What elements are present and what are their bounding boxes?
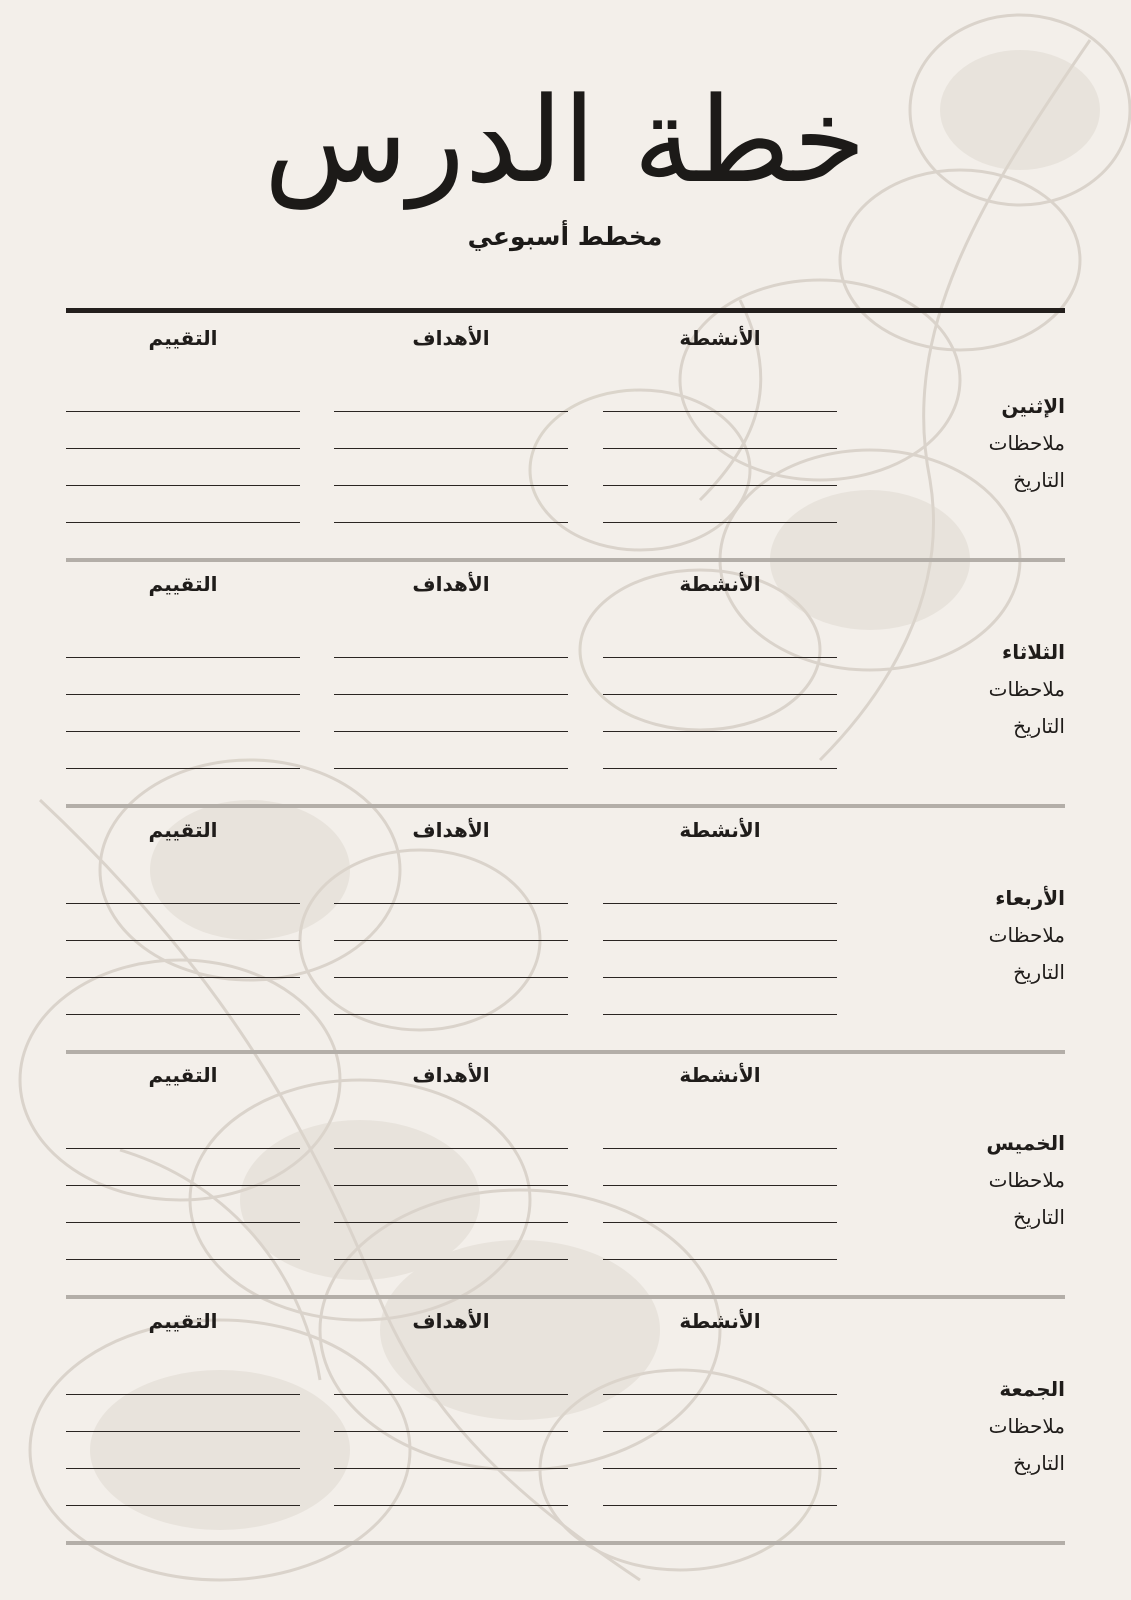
section-divider [66,1541,1065,1545]
page-subtitle: مخطط أسبوعي [467,222,663,251]
activities-header: الأنشطة [679,818,761,842]
write-line[interactable] [66,694,300,695]
evaluation-header: التقييم [148,1309,218,1333]
notes-label: ملاحظات [988,1168,1065,1192]
goals-header: الأهداف [412,1309,490,1333]
write-line[interactable] [66,1394,300,1395]
write-line[interactable] [603,694,837,695]
day-name: الثلاثاء [1002,640,1065,664]
date-label: التاريخ [1013,714,1065,738]
date-label: التاريخ [1013,1451,1065,1475]
write-line[interactable] [66,1468,300,1469]
write-line[interactable] [66,731,300,732]
write-line[interactable] [603,411,837,412]
write-line[interactable] [334,977,568,978]
notes-label: ملاحظات [988,1414,1065,1438]
write-line[interactable] [334,1431,568,1432]
write-line[interactable] [66,768,300,769]
write-line[interactable] [334,1222,568,1223]
evaluation-column [66,312,300,522]
activities-column [603,1049,837,1259]
goals-header: الأهداف [412,818,490,842]
day-section-friday [66,1295,1065,1541]
day-labels [906,880,1065,991]
write-line[interactable] [334,940,568,941]
write-line[interactable] [603,1259,837,1260]
goals-column [334,558,568,768]
write-line[interactable] [66,657,300,658]
goals-column [334,804,568,1014]
write-line[interactable] [334,448,568,449]
write-line[interactable] [603,1505,837,1506]
date-label: التاريخ [1013,468,1065,492]
goals-column [334,312,568,522]
activities-header: الأنشطة [679,326,761,350]
goals-header: الأهداف [412,1063,490,1087]
write-line[interactable] [334,694,568,695]
write-line[interactable] [603,768,837,769]
day-name: الخميس [986,1131,1065,1155]
write-line[interactable] [334,1259,568,1260]
write-line[interactable] [603,1014,837,1015]
write-line[interactable] [66,522,300,523]
goals-column [334,1295,568,1505]
write-line[interactable] [334,768,568,769]
write-line[interactable] [603,657,837,658]
write-line[interactable] [334,485,568,486]
activities-column [603,558,837,768]
evaluation-column [66,1295,300,1505]
day-name: الإثنين [1001,394,1065,418]
evaluation-column [66,558,300,768]
write-line[interactable] [334,411,568,412]
write-line[interactable] [66,485,300,486]
activities-column [603,312,837,522]
write-line[interactable] [603,448,837,449]
write-line[interactable] [66,903,300,904]
day-section-wednesday [66,804,1065,1050]
goals-header: الأهداف [412,326,490,350]
write-line[interactable] [66,940,300,941]
write-line[interactable] [66,1222,300,1223]
evaluation-column [66,804,300,1014]
write-line[interactable] [334,657,568,658]
write-line[interactable] [603,1431,837,1432]
day-labels [906,1125,1065,1236]
write-line[interactable] [334,1185,568,1186]
evaluation-column [66,1049,300,1259]
notes-label: ملاحظات [988,923,1065,947]
write-line[interactable] [603,940,837,941]
write-line[interactable] [334,903,568,904]
activities-header: الأنشطة [679,1063,761,1087]
day-labels [906,1371,1065,1482]
page-title: خطة الدرس [263,71,867,209]
activities-column [603,804,837,1014]
write-line[interactable] [66,448,300,449]
activities-header: الأنشطة [679,572,761,596]
evaluation-header: التقييم [148,818,218,842]
write-line[interactable] [603,1185,837,1186]
evaluation-header: التقييم [148,572,218,596]
write-line[interactable] [66,1505,300,1506]
activities-header: الأنشطة [679,1309,761,1333]
write-line[interactable] [66,1431,300,1432]
evaluation-header: التقييم [148,1063,218,1087]
write-line[interactable] [334,1014,568,1015]
day-section-tuesday [66,558,1065,804]
day-name: الأربعاء [995,886,1065,910]
write-line[interactable] [334,731,568,732]
day-labels [906,388,1065,499]
write-line[interactable] [603,1468,837,1469]
date-label: التاريخ [1013,960,1065,984]
goals-header: الأهداف [412,572,490,596]
write-line[interactable] [603,522,837,523]
day-labels [906,634,1065,745]
write-line[interactable] [334,1505,568,1506]
notes-label: ملاحظات [988,431,1065,455]
date-label: التاريخ [1013,1205,1065,1229]
write-line[interactable] [66,1148,300,1149]
write-line[interactable] [603,903,837,904]
write-line[interactable] [603,1148,837,1149]
write-line[interactable] [66,1185,300,1186]
write-line[interactable] [66,1014,300,1015]
write-line[interactable] [603,977,837,978]
write-line[interactable] [603,1394,837,1395]
write-line[interactable] [334,522,568,523]
write-line[interactable] [334,1148,568,1149]
write-line[interactable] [66,1259,300,1260]
write-line[interactable] [66,977,300,978]
goals-column [334,1049,568,1259]
write-line[interactable] [603,485,837,486]
write-line[interactable] [66,411,300,412]
activities-column [603,1295,837,1505]
evaluation-header: التقييم [148,326,218,350]
day-name: الجمعة [999,1377,1065,1401]
write-line[interactable] [603,731,837,732]
day-section-monday [66,312,1065,558]
notes-label: ملاحظات [988,677,1065,701]
write-line[interactable] [334,1468,568,1469]
day-section-thursday [66,1049,1065,1295]
write-line[interactable] [603,1222,837,1223]
write-line[interactable] [334,1394,568,1395]
